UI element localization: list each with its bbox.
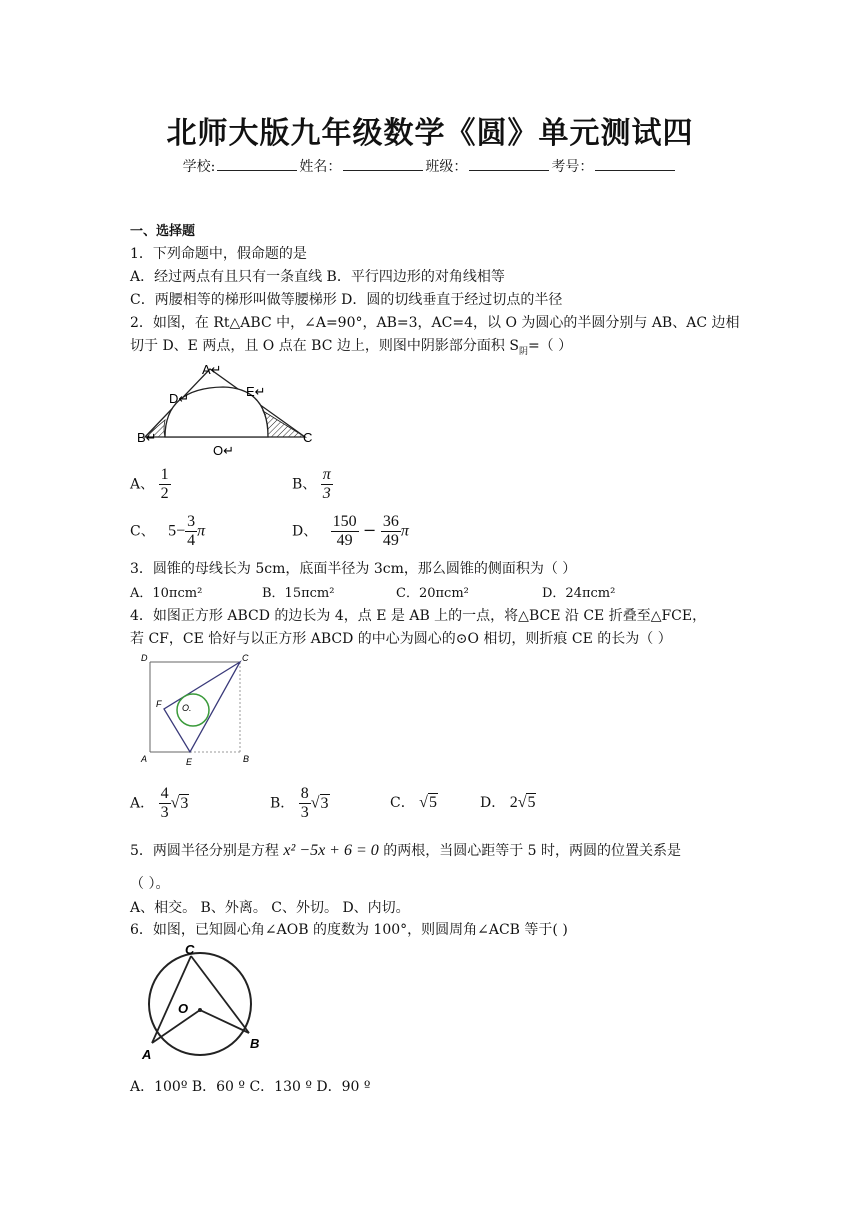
q5-options: A、相交。 B、外离。 C、外切。 D、内切。: [130, 900, 410, 916]
q4-label-f: F: [156, 699, 162, 709]
q4-label-e: E: [186, 757, 193, 767]
q1-options-ab: A．经过两点有且只有一条直线 B．平行四边形的对角线相等: [130, 269, 505, 285]
q1-options-cd: C．两腰相等的梯形叫做等腰梯形 D．圆的切线垂直于经过切点的半径: [130, 292, 563, 308]
q4-figure-square-fold: [136, 650, 256, 770]
page-title: 北师大版九年级数学《圆》单元测试四: [166, 116, 694, 151]
q3-option-c: C．20πcm²: [396, 586, 469, 601]
q6-figure-circle-angles: [136, 940, 266, 1065]
q3-option-d: D．24πcm²: [542, 586, 616, 601]
q4-stem-line1: 4．如图正方形 ABCD 的边长为 4，点 E 是 AB 上的一点，将△BCE 沿 CE 折叠至△FCE，: [130, 608, 707, 624]
q2-label-c: C: [303, 430, 313, 445]
q4-stem-line2: 若 CF，CE 恰好与以正方形 ABCD 的中心为圆心的⊙O 相切，则折痕 CE 的长为（ ）: [130, 631, 672, 647]
q2-label-e: E↵: [246, 384, 266, 399]
q4-option-a: A． $\frac{4}{3}$ √3: [130, 785, 189, 821]
q1-stem: 1．下列命题中，假命题的是: [130, 246, 307, 262]
q4-label-d: D: [141, 653, 148, 663]
q5-blank: （ ）。: [130, 876, 170, 892]
name-label: 姓名：: [299, 159, 342, 175]
q3-stem: 3．圆锥的母线长为 5cm，底面半径为 3cm，那么圆锥的侧面积为（ ）: [130, 561, 577, 577]
q2-label-a: A↵: [202, 362, 222, 377]
q4-label-o: O.: [182, 703, 192, 713]
class-blank: [469, 158, 549, 171]
q5-equation: x² −5x + 6 = 0: [283, 842, 379, 859]
school-label: 学校:: [182, 159, 216, 175]
q2-stem-line1: 2．如图，在 Rt△ABC 中，∠A=90°，AB=3，AC=4，以 O 为圆心的半圆分别与 AB、AC 边相: [130, 315, 740, 331]
student-info-fields: [0, 156, 860, 176]
q2-option-b: B、 $\frac{\pi}{3}$: [292, 466, 331, 502]
q6-options: A．100º B．60 º C．130 º D．90 º: [130, 1079, 371, 1095]
q2-option-c: C、 5− $\frac{3}{4}$ π: [130, 513, 206, 549]
section-heading: 一、选择题: [130, 224, 196, 239]
q2-option-a: A、 $\frac{1}{2}$: [130, 466, 169, 502]
q4-label-b: B: [243, 754, 250, 764]
number-label: 考号：: [551, 159, 594, 175]
q2-figure-semicircle-triangle: [135, 358, 325, 458]
q2-label-o: O↵: [213, 443, 235, 458]
q6-label-c: C: [185, 942, 195, 957]
q6-stem: 6．如图，已知圆心角∠AOB 的度数为 100°，则圆周角∠ACB 等于( ): [130, 922, 568, 938]
q6-label-b: B: [250, 1036, 260, 1051]
q2-label-b: B↵: [137, 430, 157, 445]
q6-label-o: O: [178, 1001, 189, 1016]
q4-option-d: D． 2√5: [480, 794, 536, 811]
q6-label-a: A: [142, 1047, 152, 1062]
name-blank: [343, 158, 423, 171]
q2-stem-line2: 切于 D、E 两点，且 O 点在 BC 边上，则图中阴影部分面积 $S_阴=$（ ）: [130, 338, 573, 357]
q2-option-d: D、 $\frac{150}{49}$ − $\frac{36}{49}$ π: [292, 513, 409, 549]
class-label: 班级：: [425, 159, 468, 175]
q4-option-c: C． √5: [390, 794, 437, 811]
q4-option-b: B． $\frac{8}{3}$ √3: [270, 785, 329, 821]
number-blank: [595, 158, 675, 171]
q5-stem: 5．两圆半径分别是方程 x² −5x + 6 = 0 的两根，当圆心距等于 5 时，两圆的位置关系是: [130, 842, 682, 859]
q4-label-c: C: [242, 653, 249, 663]
q4-label-a: A: [141, 754, 148, 764]
q3-option-b: B．15πcm²: [262, 586, 335, 601]
school-blank: [217, 158, 297, 171]
q3-option-a: A．10πcm²: [130, 586, 203, 601]
q2-label-d: D↵: [169, 391, 190, 406]
